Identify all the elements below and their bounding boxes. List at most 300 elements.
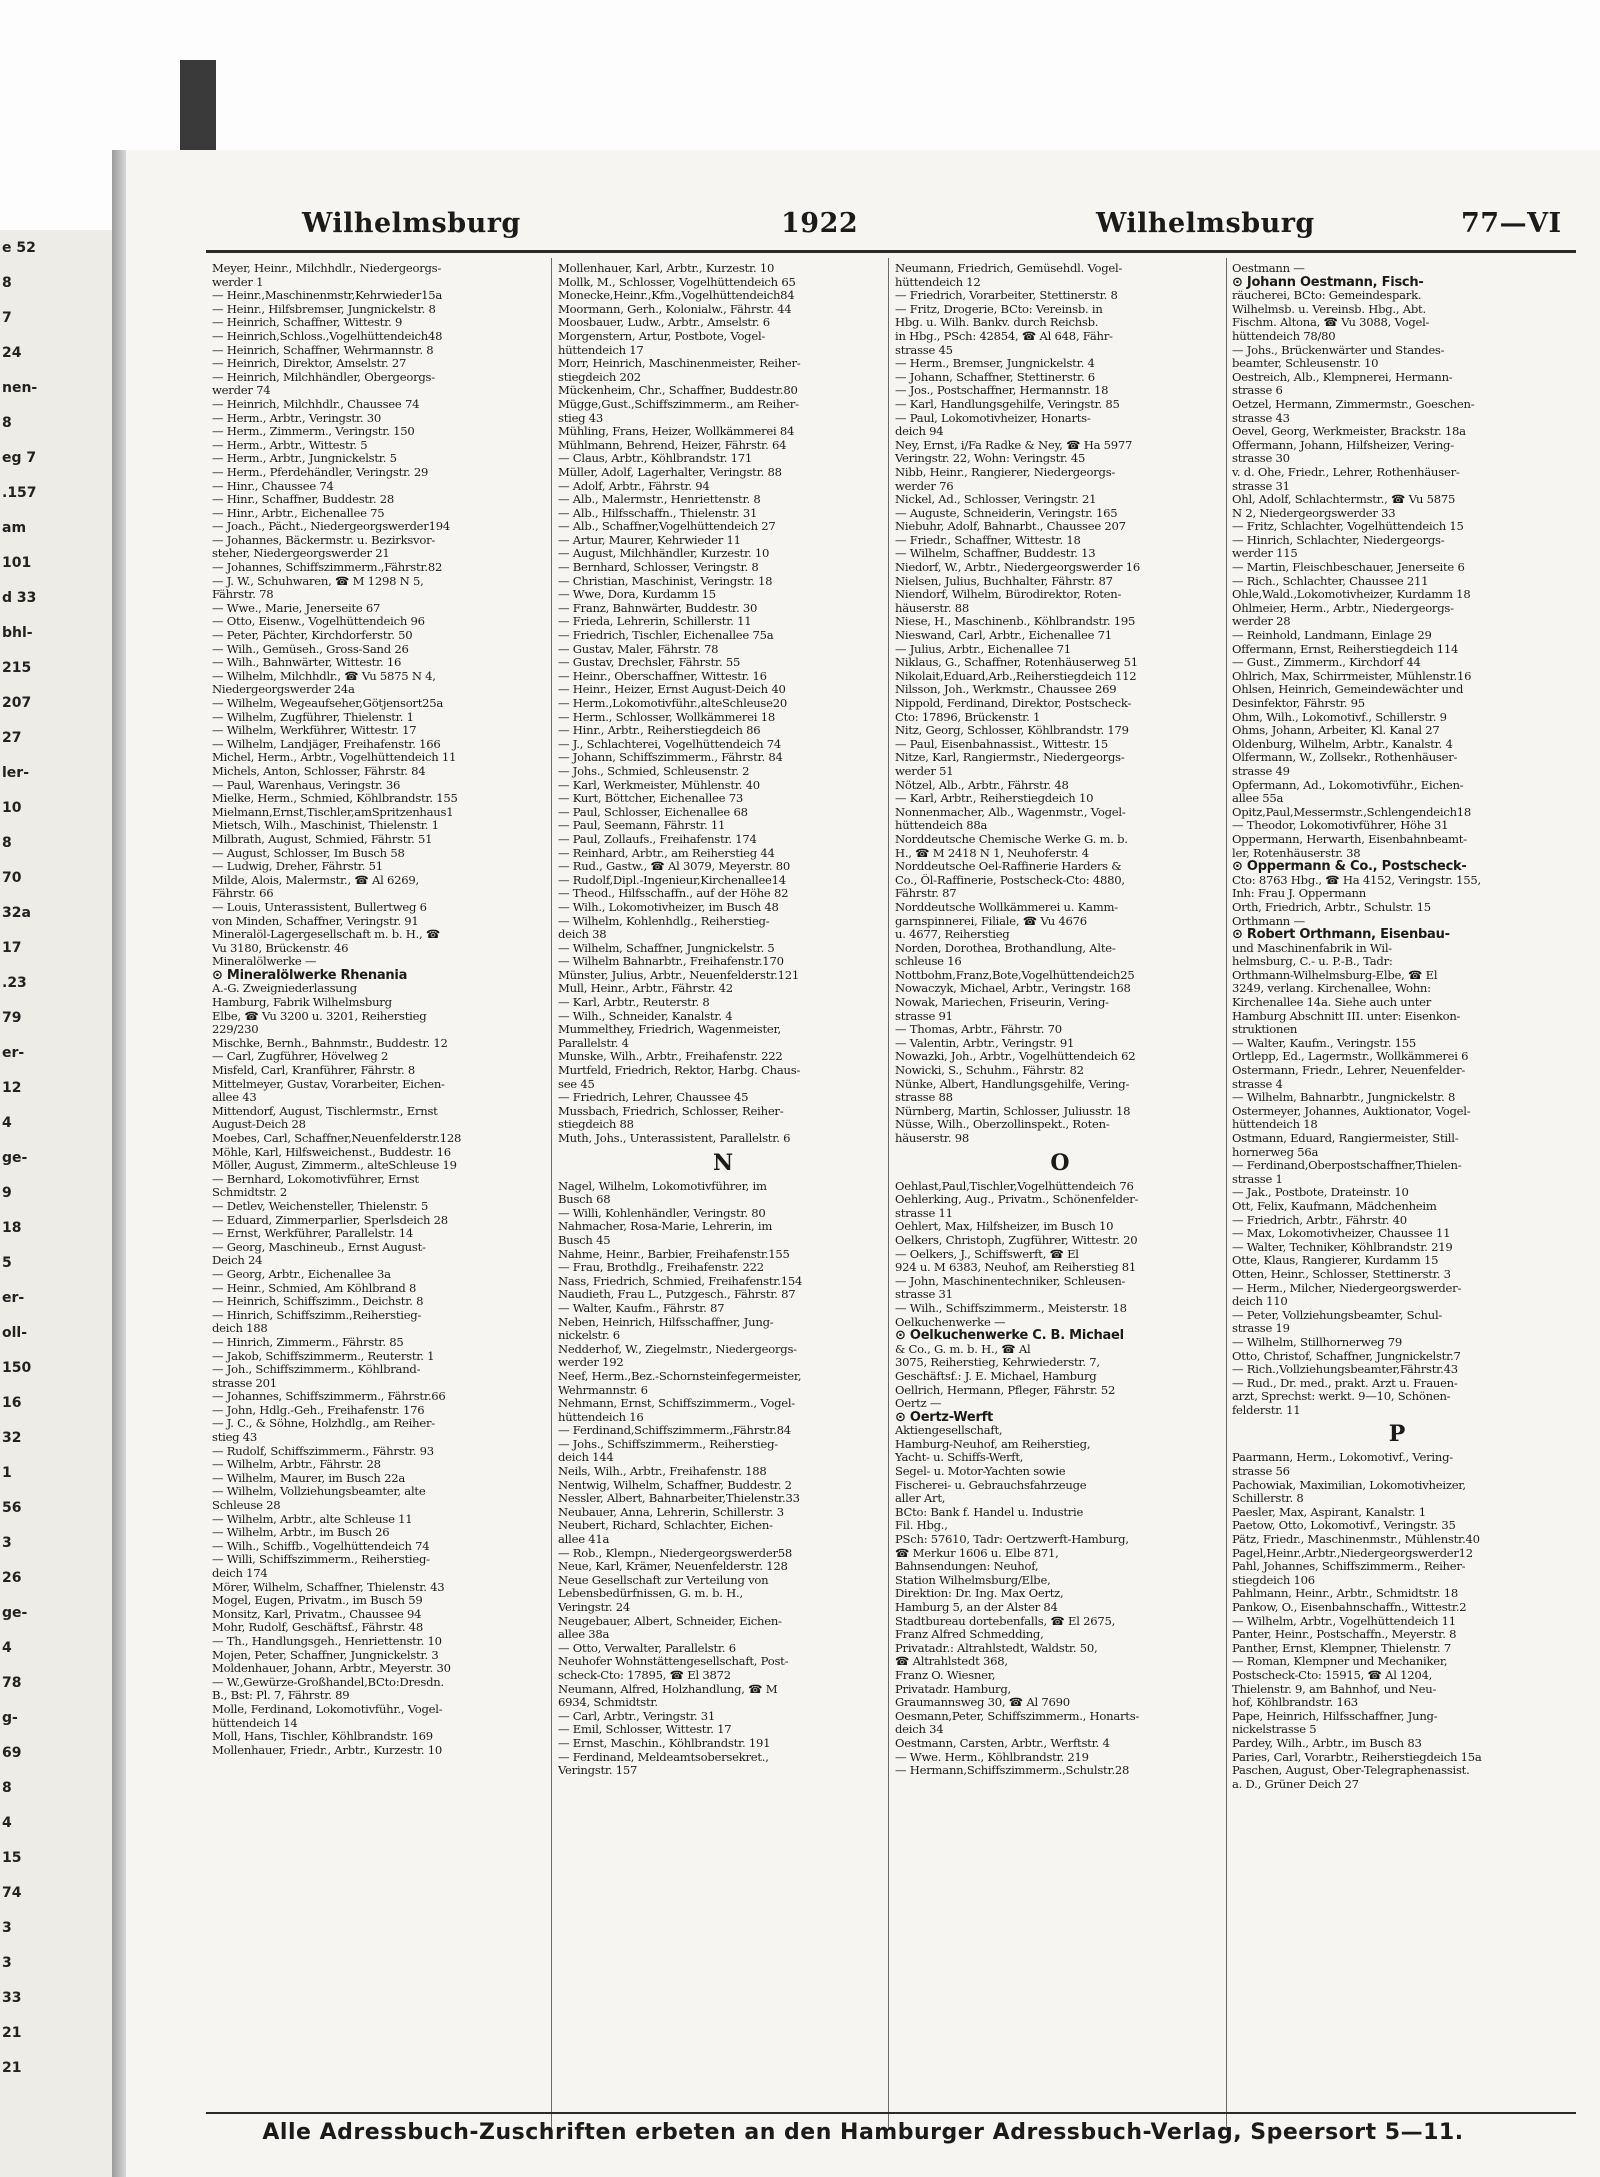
header-right-title: Wilhelmsburg <box>1096 208 1315 239</box>
previous-page-fragment: 27 <box>2 730 22 746</box>
directory-entry: Hamburg-Neuhof, am Reiherstieg, <box>895 1437 1091 1451</box>
directory-entry: — Johannes, Schiffszimmerm., Fährstr.66 <box>212 1390 446 1404</box>
previous-page-fragment: 3 <box>2 1535 12 1551</box>
directory-entry: — Wilhelm, Arbtr., im Busch 26 <box>212 1526 390 1540</box>
directory-entry: Mielmann,Ernst,Tischler,amSpritzenhaus1 <box>212 805 454 819</box>
directory-entry: Nitz, Georg, Schlosser, Köhlbrandstr. 179 <box>895 724 1129 738</box>
directory-entry: — Johann, Schaffner, Stettinerstr. 6 <box>895 370 1095 384</box>
directory-entry: Norddeutsche Chemische Werke G. m. b. <box>895 832 1128 846</box>
directory-entry: — Wilh., Schiffb., Vogelhüttendeich 74 <box>212 1539 430 1553</box>
previous-page-fragment: 26 <box>2 1570 22 1586</box>
directory-entry: hüttendeich 16 <box>558 1410 644 1424</box>
directory-entry: Münster, Julius, Arbtr., Neuenfelderstr.121 <box>558 968 799 982</box>
column-1 <box>212 262 542 2102</box>
directory-entry: — Ferdinand,Schiffszimmerm.,Fährstr.84 <box>558 1424 791 1438</box>
directory-entry: Oellrich, Hermann, Pfleger, Fährstr. 52 <box>895 1383 1116 1397</box>
directory-entry: — Herm., Bremser, Jungnickelstr. 4 <box>895 357 1095 371</box>
directory-entry: — Wilhelm, Zugführer, Thielenstr. 1 <box>212 710 414 724</box>
directory-entry: — Herm., Arbtr., Veringstr. 30 <box>212 411 381 425</box>
directory-entry: Mussbach, Friedrich, Schlosser, Reiher- <box>558 1104 784 1118</box>
directory-entry: Orth, Friedrich, Arbtr., Schulstr. 15 <box>1232 900 1431 914</box>
directory-entry: — Willi, Schiffszimmerm., Reiherstieg- <box>212 1553 430 1567</box>
previous-page-fragment: 24 <box>2 345 22 361</box>
section-letter: O <box>1050 1149 1070 1176</box>
directory-entry: häuserstr. 98 <box>895 1132 969 1145</box>
directory-entry: — Friedrich, Tischler, Eichenallee 75a <box>558 629 774 643</box>
directory-entry: helmsburg, C.- u. P.-B., Tadr: <box>1232 955 1393 969</box>
directory-entry: Oehlast,Paul,Tischler,Vogelhüttendeich 76 <box>895 1179 1134 1193</box>
directory-entry: häuserstr. 88 <box>895 601 969 615</box>
directory-entry: Opfermann, Ad., Lokomotivführ., Eichen- <box>1232 778 1464 792</box>
directory-entry: Ohm, Wilh., Lokomotivf., Schillerstr. 9 <box>1232 710 1447 724</box>
previous-page-fragment: 18 <box>2 1220 22 1236</box>
directory-entry: Ohlsen, Heinrich, Gemeindewächter und <box>1232 683 1464 697</box>
directory-entry: — Louis, Unterassistent, Bullertweg 6 <box>212 900 427 914</box>
directory-entry: BCto: Bank f. Handel u. Industrie <box>895 1505 1084 1519</box>
directory-entry: — Roman, Klempner und Mechaniker, <box>1232 1655 1448 1669</box>
directory-entry: — Herm., Schlosser, Wollkämmerei 18 <box>558 710 775 724</box>
directory-entry: strasse 201 <box>212 1376 277 1390</box>
directory-entry: allee 41a <box>558 1533 610 1547</box>
directory-entry: — Johs., Schmied, Schleusenstr. 2 <box>558 764 750 778</box>
directory-entry: Neugebauer, Albert, Schneider, Eichen- <box>558 1614 782 1628</box>
directory-entry: Mogel, Eugen, Privatm., im Busch 59 <box>212 1594 423 1608</box>
directory-entry: Panter, Heinr., Postschaffn., Meyerstr. 8 <box>1232 1628 1457 1642</box>
previous-page-fragment: 33 <box>2 1990 22 2006</box>
directory-entry: — Heinrich, Milchhdlr., Chaussee 74 <box>212 397 420 411</box>
directory-entry: Lebensbedürfnissen, G. m. b. H., <box>558 1587 743 1601</box>
directory-entry: räucherei, BCto: Gemeindespark. <box>1232 289 1422 303</box>
directory-entry: — Fritz, Schlachter, Vogelhüttendeich 15 <box>1232 520 1464 534</box>
directory-entry: Pagel,Heinr.,Arbtr.,Niedergeorgswerder12 <box>1232 1546 1473 1560</box>
directory-entry: — Hermann,Schiffszimmerm.,Schulstr.28 <box>895 1764 1130 1778</box>
directory-entry: Muth, Johs., Unterassistent, Parallelstr. 6 <box>558 1132 791 1145</box>
previous-page-fragment: 17 <box>2 940 22 956</box>
directory-entry: beamter, Schleusenstr. 10 <box>1232 357 1379 371</box>
directory-entry: Pape, Heinrich, Hilfsschaffner, Jung- <box>1232 1709 1438 1723</box>
directory-entry: — Wilhelm, Schaffner, Buddestr. 13 <box>895 547 1096 561</box>
directory-entry: Mittelmeyer, Gustav, Vorarbeiter, Eichen- <box>212 1077 445 1091</box>
directory-entry: Ortlepp, Ed., Lagermstr., Wollkämmerei 6 <box>1232 1050 1469 1064</box>
directory-entry: Nowaczyk, Michael, Arbtr., Veringstr. 168 <box>895 982 1131 996</box>
directory-entry: Nibb, Heinr., Rangierer, Niedergeorgs- <box>895 465 1116 479</box>
directory-entry: Schleuse 28 <box>212 1499 281 1513</box>
directory-entry: Station Wilhelmsburg/Elbe, <box>895 1573 1051 1587</box>
directory-entry: — Julius, Arbtr., Eichenallee 71 <box>895 642 1071 656</box>
directory-entry: — Rud., Dr. med., prakt. Arzt u. Frauen- <box>1232 1376 1458 1390</box>
directory-entry: — Friedrich, Lehrer, Chaussee 45 <box>558 1091 749 1105</box>
directory-entry: — Hinr., Arbtr., Reiherstiegdeich 86 <box>558 724 761 738</box>
directory-entry: Co., Öl-Raffinerie, Postscheck-Cto: 4880, <box>895 873 1125 887</box>
previous-page-fragment: 79 <box>2 1010 22 1026</box>
footer-rule <box>206 2112 1576 2114</box>
directory-entry: Mühlmann, Behrend, Heizer, Fährstr. 64 <box>558 438 787 452</box>
directory-entry: Aktiengesellschaft, <box>895 1424 1003 1438</box>
directory-entry: hornerweg 56a <box>1232 1145 1319 1159</box>
section-letter: N <box>712 1149 734 1176</box>
directory-entry: Niklaus, G., Schaffner, Rotenhäuserweg 51 <box>895 656 1138 670</box>
directory-entry: Mietsch, Wilh., Maschinist, Thielenstr. 1 <box>212 819 439 833</box>
directory-entry: — Friedr., Schaffner, Wittestr. 18 <box>895 533 1081 547</box>
directory-entry: — Heinr., Oberschaffner, Wittestr. 16 <box>558 669 767 683</box>
previous-page-fragment: 69 <box>2 1745 22 1761</box>
directory-entry: Franz Alfred Schmedding, <box>895 1628 1044 1642</box>
previous-page-fragment: g- <box>2 1710 18 1726</box>
directory-entry: — Peter, Vollziehungsbeamter, Schul- <box>1232 1308 1443 1322</box>
directory-entry: Norddeutsche Oel-Raffinerie Harders & <box>895 860 1122 874</box>
previous-page-fragment: 3 <box>2 1920 12 1936</box>
directory-entry: Ohlrich, Max, Schirrmeister, Mühlenstr.16 <box>1232 669 1472 683</box>
directory-entry: Mohr, Rudolf, Geschäftsf., Fährstr. 48 <box>212 1621 423 1635</box>
directory-entry: Monecke,Heinr.,Kfm.,Vogelhüttendeich84 <box>558 289 795 303</box>
directory-entry: strasse 19 <box>1232 1322 1290 1336</box>
directory-entry: — Hinr., Chaussee 74 <box>212 479 334 493</box>
previous-page-fragment: 8 <box>2 275 12 291</box>
directory-entry: Nötzel, Alb., Arbtr., Fährstr. 48 <box>895 778 1069 792</box>
previous-page-fragment: eg 7 <box>2 450 37 466</box>
directory-entry: — Wilh., Lokomotivheizer, im Busch 48 <box>558 900 779 914</box>
directory-entry: 3075, Reiherstieg, Kehrwiederstr. 7, <box>895 1356 1100 1370</box>
directory-entry: — Peter, Pächter, Kirchdorferstr. 50 <box>212 629 413 643</box>
previous-page-fragment: bhl- <box>2 625 33 641</box>
directory-entry: 229/230 <box>212 1023 259 1037</box>
directory-entry: Otte, Klaus, Rangierer, Kurdamm 15 <box>1232 1254 1439 1268</box>
directory-entry: — Hinr., Arbtr., Eichenallee 75 <box>212 506 385 520</box>
directory-entry: Paries, Carl, Vorarbtr., Reiherstiegdeich 15a <box>1232 1750 1482 1764</box>
directory-entry: von Minden, Schaffner, Veringstr. 91 <box>212 914 419 928</box>
directory-entry: Busch 68 <box>558 1193 611 1207</box>
directory-entry: — Gustav, Maler, Fährstr. 78 <box>558 642 719 656</box>
directory-entry: werder 74 <box>212 384 271 398</box>
directory-entry: Mügge,Gust.,Schiffszimmerm., am Reiher- <box>558 397 799 411</box>
previous-page-fragment: 8 <box>2 835 12 851</box>
directory-entry: Misfeld, Carl, Kranführer, Fährstr. 8 <box>212 1064 415 1078</box>
directory-entry: Fährstr. 78 <box>212 588 274 602</box>
directory-entry: — Jak., Postbote, Drateinstr. 10 <box>1232 1186 1409 1200</box>
directory-entry: — August, Milchhändler, Kurzestr. 10 <box>558 547 770 561</box>
directory-entry: — Wilhelm, Arbtr., Fährstr. 28 <box>212 1458 381 1472</box>
directory-entry: werder 28 <box>1232 615 1291 629</box>
section-letter: P <box>1388 1421 1406 1448</box>
directory-entry: Panther, Ernst, Klempner, Thielenstr. 7 <box>1232 1641 1452 1655</box>
previous-page-fragment: er- <box>2 1045 25 1061</box>
directory-entry: — Valentin, Arbtr., Veringstr. 91 <box>895 1036 1075 1050</box>
directory-entry: — Wilhelm, Arbtr., alte Schleuse 11 <box>212 1512 413 1526</box>
directory-entry: Oppermann, Herwarth, Eisenbahnbeamt- <box>1232 832 1467 846</box>
directory-entry: Nowazki, Joh., Arbtr., Vogelhüttendeich 62 <box>895 1050 1136 1064</box>
directory-entry: Pardey, Wilh., Arbtr., im Busch 83 <box>1232 1736 1422 1750</box>
directory-entry: Mischke, Bernh., Bahnmstr., Buddestr. 12 <box>212 1036 448 1050</box>
previous-page-fragment: ge- <box>2 1605 28 1621</box>
directory-entry: — Wilh., Schneider, Kanalstr. 4 <box>558 1009 733 1023</box>
directory-entry: — Martin, Fleischbeschauer, Jenerseite 6 <box>1232 561 1465 575</box>
directory-entry: — Max, Lokomotivheizer, Chaussee 11 <box>1232 1227 1451 1241</box>
directory-entry: Ostermeyer, Johannes, Auktionator, Vogel- <box>1232 1104 1471 1118</box>
directory-entry: Oestmann — <box>1232 262 1305 275</box>
directory-entry: Neue, Karl, Krämer, Neuenfelderstr. 128 <box>558 1560 788 1574</box>
directory-entry: — Fritz, Drogerie, BCto: Vereinsb. in <box>895 302 1103 316</box>
directory-entry: — Th., Handlungsgeh., Henriettenstr. 10 <box>212 1634 442 1648</box>
directory-entry: — Paul, Warenhaus, Veringstr. 36 <box>212 778 401 792</box>
directory-entry: — Jos., Postschaffner, Hermannstr. 18 <box>895 384 1109 398</box>
directory-entry: hüttendeich 18 <box>1232 1118 1318 1132</box>
directory-entry: Mojen, Peter, Schaffner, Jungnickelstr. 3 <box>212 1648 439 1662</box>
directory-entry: Veringstr. 157 <box>558 1764 638 1778</box>
directory-entry: Mollenhauer, Friedr., Arbtr., Kurzestr. 10 <box>212 1743 443 1757</box>
directory-entry: Wilhelmsb. u. Vereinsb. Hbg., Abt. <box>1232 302 1426 316</box>
directory-entry: Busch 45 <box>558 1233 611 1247</box>
directory-entry: Nehmann, Ernst, Schiffszimmerm., Vogel- <box>558 1397 795 1411</box>
directory-entry: — John, Maschinentechniker, Schleusen- <box>895 1274 1126 1288</box>
directory-entry: Moosbauer, Ludw., Arbtr., Amselstr. 6 <box>558 316 770 330</box>
directory-entry: Nünke, Albert, Handlungsgehilfe, Vering- <box>895 1077 1130 1091</box>
directory-entry: Mollenhauer, Karl, Arbtr., Kurzestr. 10 <box>558 262 775 275</box>
directory-entry: — Paul, Lokomotivheizer, Honarts- <box>895 411 1091 425</box>
directory-entry: Nowak, Mariechen, Friseurin, Vering- <box>895 996 1109 1010</box>
directory-entry: — Rud., Gastw., ☎ Al 3079, Meyerstr. 80 <box>558 860 791 874</box>
directory-entry: — Karl, Handlungsgehilfe, Veringstr. 85 <box>895 397 1120 411</box>
directory-entry: Orthmann-Wilhelmsburg-Elbe, ☎ El <box>1232 968 1438 982</box>
directory-page <box>126 150 1600 2177</box>
directory-entry: Pahl, Johannes, Schiffszimmerm., Reiher- <box>1232 1560 1466 1574</box>
directory-entry: Pachowiak, Maximilian, Lokomotivheizer, <box>1232 1478 1466 1492</box>
directory-entry: ⊙ Oppermann & Co., Postscheck- <box>1232 860 1467 874</box>
directory-entry: strasse 31 <box>895 1288 953 1302</box>
directory-entry: Pahlmann, Heinr., Arbtr., Schmidtstr. 18 <box>1232 1587 1459 1601</box>
previous-page-fragment: er- <box>2 1290 25 1306</box>
directory-entry: — Joh., Schiffszimmerm., Köhlbrand- <box>212 1363 421 1377</box>
directory-entry: — Claus, Arbtr., Köhlbrandstr. 171 <box>558 452 753 466</box>
directory-entry: strasse 30 <box>1232 452 1290 466</box>
directory-entry: aller Art, <box>895 1492 946 1506</box>
directory-entry: — Artur, Maurer, Kehrwieder 11 <box>558 533 741 547</box>
directory-entry: — Alb., Schaffner,Vogelhüttendeich 27 <box>558 520 776 534</box>
directory-entry: — Ferdinand,Oberpostschaffner,Thielen- <box>1232 1159 1462 1173</box>
directory-entry: stiegdeich 88 <box>558 1118 634 1132</box>
directory-entry: — Georg, Maschineub., Ernst August- <box>212 1240 426 1254</box>
previous-page-fragment: 9 <box>2 1185 12 1201</box>
directory-entry: 3249, verlang. Kirchenallee, Wohn: <box>1232 982 1431 996</box>
directory-entry: Neue Gesellschaft zur Verteilung von <box>558 1573 769 1587</box>
directory-entry: — Wilh., Bahnwärter, Wittestr. 16 <box>212 656 402 670</box>
directory-entry: — Wilhelm Bahnarbtr., Freihafenstr.170 <box>558 955 784 969</box>
directory-entry: Geschäftsf.: J. E. Michael, Hamburg <box>895 1369 1097 1383</box>
previous-page-fragment: 56 <box>2 1500 22 1516</box>
directory-entry: PSch: 57610, Tadr: Oertzwerft-Hamburg, <box>895 1533 1129 1547</box>
column-4 <box>1232 262 1562 2102</box>
directory-entry: — Wilhelm, Schaffner, Jungnickelstr. 5 <box>558 941 775 955</box>
column-divider <box>888 258 889 2130</box>
directory-entry: Oesmann,Peter, Schiffszimmerm., Honarts- <box>895 1709 1140 1723</box>
directory-entry: Niedorf, W., Arbtr., Niedergeorgswerder 16 <box>895 561 1140 575</box>
directory-entry: Mollk, M., Schlosser, Vogelhüttendeich 65 <box>558 275 796 289</box>
directory-entry: werder 76 <box>895 479 954 493</box>
directory-entry: — August, Schlosser, Im Busch 58 <box>212 846 405 860</box>
directory-entry: — Kurt, Böttcher, Eichenallee 73 <box>558 792 743 806</box>
directory-entry: deich 188 <box>212 1322 268 1336</box>
directory-entry: in Hbg., PSch: 42854, ☎ Al 648, Fähr- <box>895 329 1113 343</box>
previous-page-fragment: 3 <box>2 1955 12 1971</box>
previous-page-fragment: 4 <box>2 1640 12 1656</box>
directory-entry: — J., Schlachterei, Vogelhüttendeich 74 <box>558 737 782 751</box>
directory-entry: Ohle,Wald.,Lokomotivheizer, Kurdamm 18 <box>1232 588 1471 602</box>
directory-entry: — Wilhelm, Kohlenhdlg., Reiherstieg- <box>558 914 770 928</box>
directory-entry: — Walter, Techniker, Köhlbrandstr. 219 <box>1232 1240 1453 1254</box>
directory-entry: Mielke, Herm., Schmied, Köhlbrandstr. 155 <box>212 792 458 806</box>
previous-page-fragment: 150 <box>2 1360 32 1376</box>
directory-entry: Fährstr. 87 <box>895 887 957 901</box>
header-year: 1922 <box>781 208 859 239</box>
footer-notice: Alle Adressbuch-Zuschriften erbeten an den Hamburger Adressbuch-Verlag, Speersort 5—11. <box>262 2120 1464 2145</box>
directory-entry: ⊙ Robert Orthmann, Eisenbau- <box>1232 928 1450 942</box>
directory-entry: Nass, Friedrich, Schmied, Freihafenstr.154 <box>558 1274 803 1288</box>
directory-entry: — Heinr., Schmied, Am Köhlbrand 8 <box>212 1281 417 1295</box>
directory-entry: werder 51 <box>895 764 954 778</box>
directory-entry: — Hinrich, Schlachter, Niedergeorgs- <box>1232 533 1445 547</box>
directory-entry: — Johannes, Bäckermstr. u. Bezirksvor- <box>212 533 436 547</box>
previous-page-fragment: d 33 <box>2 590 37 606</box>
directory-entry: & Co., G. m. b. H., ☎ Al <box>895 1342 1031 1356</box>
directory-entry: allee 43 <box>212 1091 257 1105</box>
directory-entry: — Heinr.,Maschinenmstr,Kehrwieder15a <box>212 289 443 303</box>
directory-entry: — Alb., Hilfsschaffn., Thielenstr. 31 <box>558 506 758 520</box>
directory-entry: Moormann, Gerh., Kolonialw., Fährstr. 44 <box>558 302 792 316</box>
directory-entry: Niedergeorgswerder 24a <box>212 683 355 697</box>
directory-entry: — Rich.,Vollziehungsbeamter,Fährstr.43 <box>1232 1363 1458 1377</box>
directory-entry: — Bernhard, Lokomotivführer, Ernst <box>212 1172 419 1186</box>
directory-entry: — Wilh., Gemüseh., Gross-Sand 26 <box>212 642 409 656</box>
directory-entry: allee 38a <box>558 1628 610 1642</box>
previous-page-fragment: 1 <box>2 1465 12 1481</box>
directory-entry: — Paul, Zollaufs., Freihafenstr. 174 <box>558 832 757 846</box>
directory-entry: Paetow, Otto, Lokomotivf., Veringstr. 35 <box>1232 1519 1456 1533</box>
directory-entry: Mühling, Frans, Heizer, Wollkämmerei 84 <box>558 425 795 439</box>
previous-page-fragment: 7 <box>2 310 12 326</box>
directory-entry: Ohlmeier, Herm., Arbtr., Niedergeorgs- <box>1232 601 1454 615</box>
header-rule <box>206 250 1576 253</box>
directory-entry: v. d. Ohe, Friedr., Lehrer, Rothenhäuser- <box>1232 465 1460 479</box>
directory-entry: — Heinr., Hilfsbremser, Jungnickelstr. 8 <box>212 302 436 316</box>
directory-entry: Morgenstern, Artur, Postbote, Vogel- <box>558 329 766 343</box>
directory-entry: — Johann, Schiffszimmerm., Fährstr. 84 <box>558 751 783 765</box>
previous-page-fragment: 74 <box>2 1885 22 1901</box>
directory-entry: Inh: Frau J. Oppermann <box>1232 887 1366 901</box>
directory-entry: Fischm. Altona, ☎ Vu 3088, Vogel- <box>1232 316 1430 330</box>
directory-entry: — Franz, Bahnwärter, Buddestr. 30 <box>558 601 758 615</box>
header-left-title: Wilhelmsburg <box>302 208 521 239</box>
directory-entry: — Otto, Verwalter, Parallelstr. 6 <box>558 1641 736 1655</box>
directory-entry: strasse 43 <box>1232 411 1290 425</box>
directory-entry: Nessler, Albert, Bahnarbeiter,Thielenstr.33 <box>558 1492 800 1506</box>
directory-entry: — Paul, Seemann, Fährstr. 11 <box>558 819 726 833</box>
previous-page-fragment: am <box>2 520 27 536</box>
directory-entry: Mörer, Wilhelm, Schaffner, Thielenstr. 43 <box>212 1580 445 1594</box>
directory-entry: — Herm., Arbtr., Jungnickelstr. 5 <box>212 452 397 466</box>
directory-entry: — Herm.,Lokomotivführ.,alteSchleuse20 <box>558 697 787 710</box>
directory-entry: Pankow, O., Eisenbahnschaffn., Wittestr.2 <box>1232 1601 1467 1614</box>
directory-entry: ☎ Altrahlstedt 368, <box>895 1655 1008 1669</box>
directory-entry: Norden, Dorothea, Brothandlung, Alte- <box>895 941 1116 955</box>
directory-entry: Nippold, Ferdinand, Direktor, Postscheck- <box>895 697 1132 710</box>
previous-page-fragment: 215 <box>2 660 32 676</box>
directory-entry: Oelkuchenwerke — <box>895 1315 1006 1329</box>
directory-entry: Nikolait,Eduard,Arb.,Reiherstiegdeich 112 <box>895 669 1137 683</box>
directory-entry: strasse 1 <box>1232 1172 1283 1186</box>
page-gutter <box>112 150 126 2177</box>
previous-page-fragment: 21 <box>2 2060 22 2076</box>
directory-entry: ⊙ Johann Oestmann, Fisch- <box>1232 275 1424 290</box>
directory-entry: a. D., Grüner Deich 27 <box>1232 1777 1359 1791</box>
directory-entry: — Ferdinand, Meldeamtsobersekret., <box>558 1750 769 1764</box>
directory-entry: Niese, H., Maschinenb., Köhlbrandstr. 195 <box>895 615 1136 629</box>
directory-entry: deich 34 <box>895 1723 944 1737</box>
previous-page-fragment: ge- <box>2 1150 28 1166</box>
directory-entry: Neils, Wilh., Arbtr., Freihafenstr. 188 <box>558 1465 767 1479</box>
directory-entry: — Wwe., Marie, Jenerseite 67 <box>212 601 381 615</box>
directory-entry: Nitze, Karl, Rangiermstr., Niedergeorgs- <box>895 751 1125 765</box>
directory-entry: stieg 43 <box>212 1431 258 1445</box>
directory-entry: — Reinhold, Landmann, Einlage 29 <box>1232 629 1432 643</box>
previous-page-fragment: 4 <box>2 1115 12 1131</box>
directory-entry: ⊙ Mineralölwerke Rhenania <box>212 968 408 983</box>
directory-entry: — Frieda, Lehrerin, Schillerstr. 11 <box>558 615 752 629</box>
directory-entry: strasse 4 <box>1232 1077 1283 1091</box>
directory-entry: Morr, Heinrich, Maschinenmeister, Reiher- <box>558 357 801 371</box>
directory-entry: — Alb., Malermstr., Henriettenstr. 8 <box>558 493 761 507</box>
previous-page-fragment: 5 <box>2 1255 12 1271</box>
directory-entry: Nagel, Wilhelm, Lokomotivführer, im <box>558 1179 767 1193</box>
directory-entry: — John, Hdlg.-Geh., Freihafenstr. 176 <box>212 1403 425 1417</box>
directory-entry: — Heinrich, Schaffner, Wittestr. 9 <box>212 316 403 330</box>
directory-entry: — Johs., Schiffszimmerm., Reiherstieg- <box>558 1437 778 1451</box>
directory-entry: Deich 24 <box>212 1254 263 1268</box>
directory-entry: Michels, Anton, Schlosser, Fährstr. 84 <box>212 764 426 778</box>
directory-entry: Müller, Adolf, Lagerhalter, Veringstr. 88 <box>558 465 782 479</box>
directory-entry: B., Bst: Pl. 7, Fährstr. 89 <box>212 1689 350 1703</box>
directory-entry: Elbe, ☎ Vu 3200 u. 3201, Reiherstieg <box>212 1009 427 1023</box>
previous-page-fragment: .23 <box>2 975 27 991</box>
directory-entry: Mull, Heinr., Arbtr., Fährstr. 42 <box>558 982 733 996</box>
directory-entry: Oehlert, Max, Hilfsheizer, im Busch 10 <box>895 1220 1114 1234</box>
previous-page-fragment: 16 <box>2 1395 22 1411</box>
page-header <box>206 208 1576 248</box>
directory-entry: Privatadr. Hamburg, <box>895 1682 1011 1696</box>
directory-entry: — Walter, Kaufm., Fährstr. 87 <box>558 1301 725 1315</box>
directory-entry: Monsitz, Karl, Privatm., Chaussee 94 <box>212 1607 422 1621</box>
directory-entry: Moebes, Carl, Schaffner,Neuenfelderstr.128 <box>212 1132 462 1145</box>
directory-entry: — Herm., Arbtr., Wittestr. 5 <box>212 438 368 452</box>
previous-page-fragment: 207 <box>2 695 32 711</box>
directory-entry: Nowicki, S., Schuhm., Fährstr. 82 <box>895 1064 1084 1078</box>
directory-entry: — Thomas, Arbtr., Fährstr. 70 <box>895 1023 1062 1037</box>
directory-entry: — Wilhelm, Wegeaufseher,Götjensort25a <box>212 697 444 710</box>
directory-entry: — Heinrich, Schiffszimm., Deichstr. 8 <box>212 1295 424 1309</box>
directory-entry: Nahmacher, Rosa-Marie, Lehrerin, im <box>558 1220 773 1234</box>
directory-entry: Möller, August, Zimmerm., alteSchleuse 19 <box>212 1159 457 1173</box>
directory-entry: arzt, Sprechst: werkt. 9—10, Schönen- <box>1232 1390 1451 1404</box>
directory-entry: Niendorf, Wilhelm, Bürodirektor, Roten- <box>895 588 1122 602</box>
directory-entry: hüttendeich 12 <box>895 275 981 289</box>
directory-entry: — Rudolf, Schiffszimmerm., Fährstr. 93 <box>212 1444 434 1458</box>
column-3 <box>895 262 1225 2102</box>
directory-entry: strasse 6 <box>1232 384 1283 398</box>
directory-entry: Nilsson, Joh., Werkmstr., Chaussee 269 <box>895 683 1117 697</box>
directory-entry: Veringstr. 22, Wohn: Veringstr. 45 <box>895 452 1086 466</box>
directory-entry: Direktion: Dr. Ing. Max Oertz, <box>895 1587 1064 1601</box>
directory-entry: — Paul, Eisenbahnassist., Wittestr. 15 <box>895 737 1109 751</box>
directory-entry: Moll, Hans, Tischler, Köhlbrandstr. 169 <box>212 1730 433 1744</box>
directory-entry: strasse 91 <box>895 1009 953 1023</box>
